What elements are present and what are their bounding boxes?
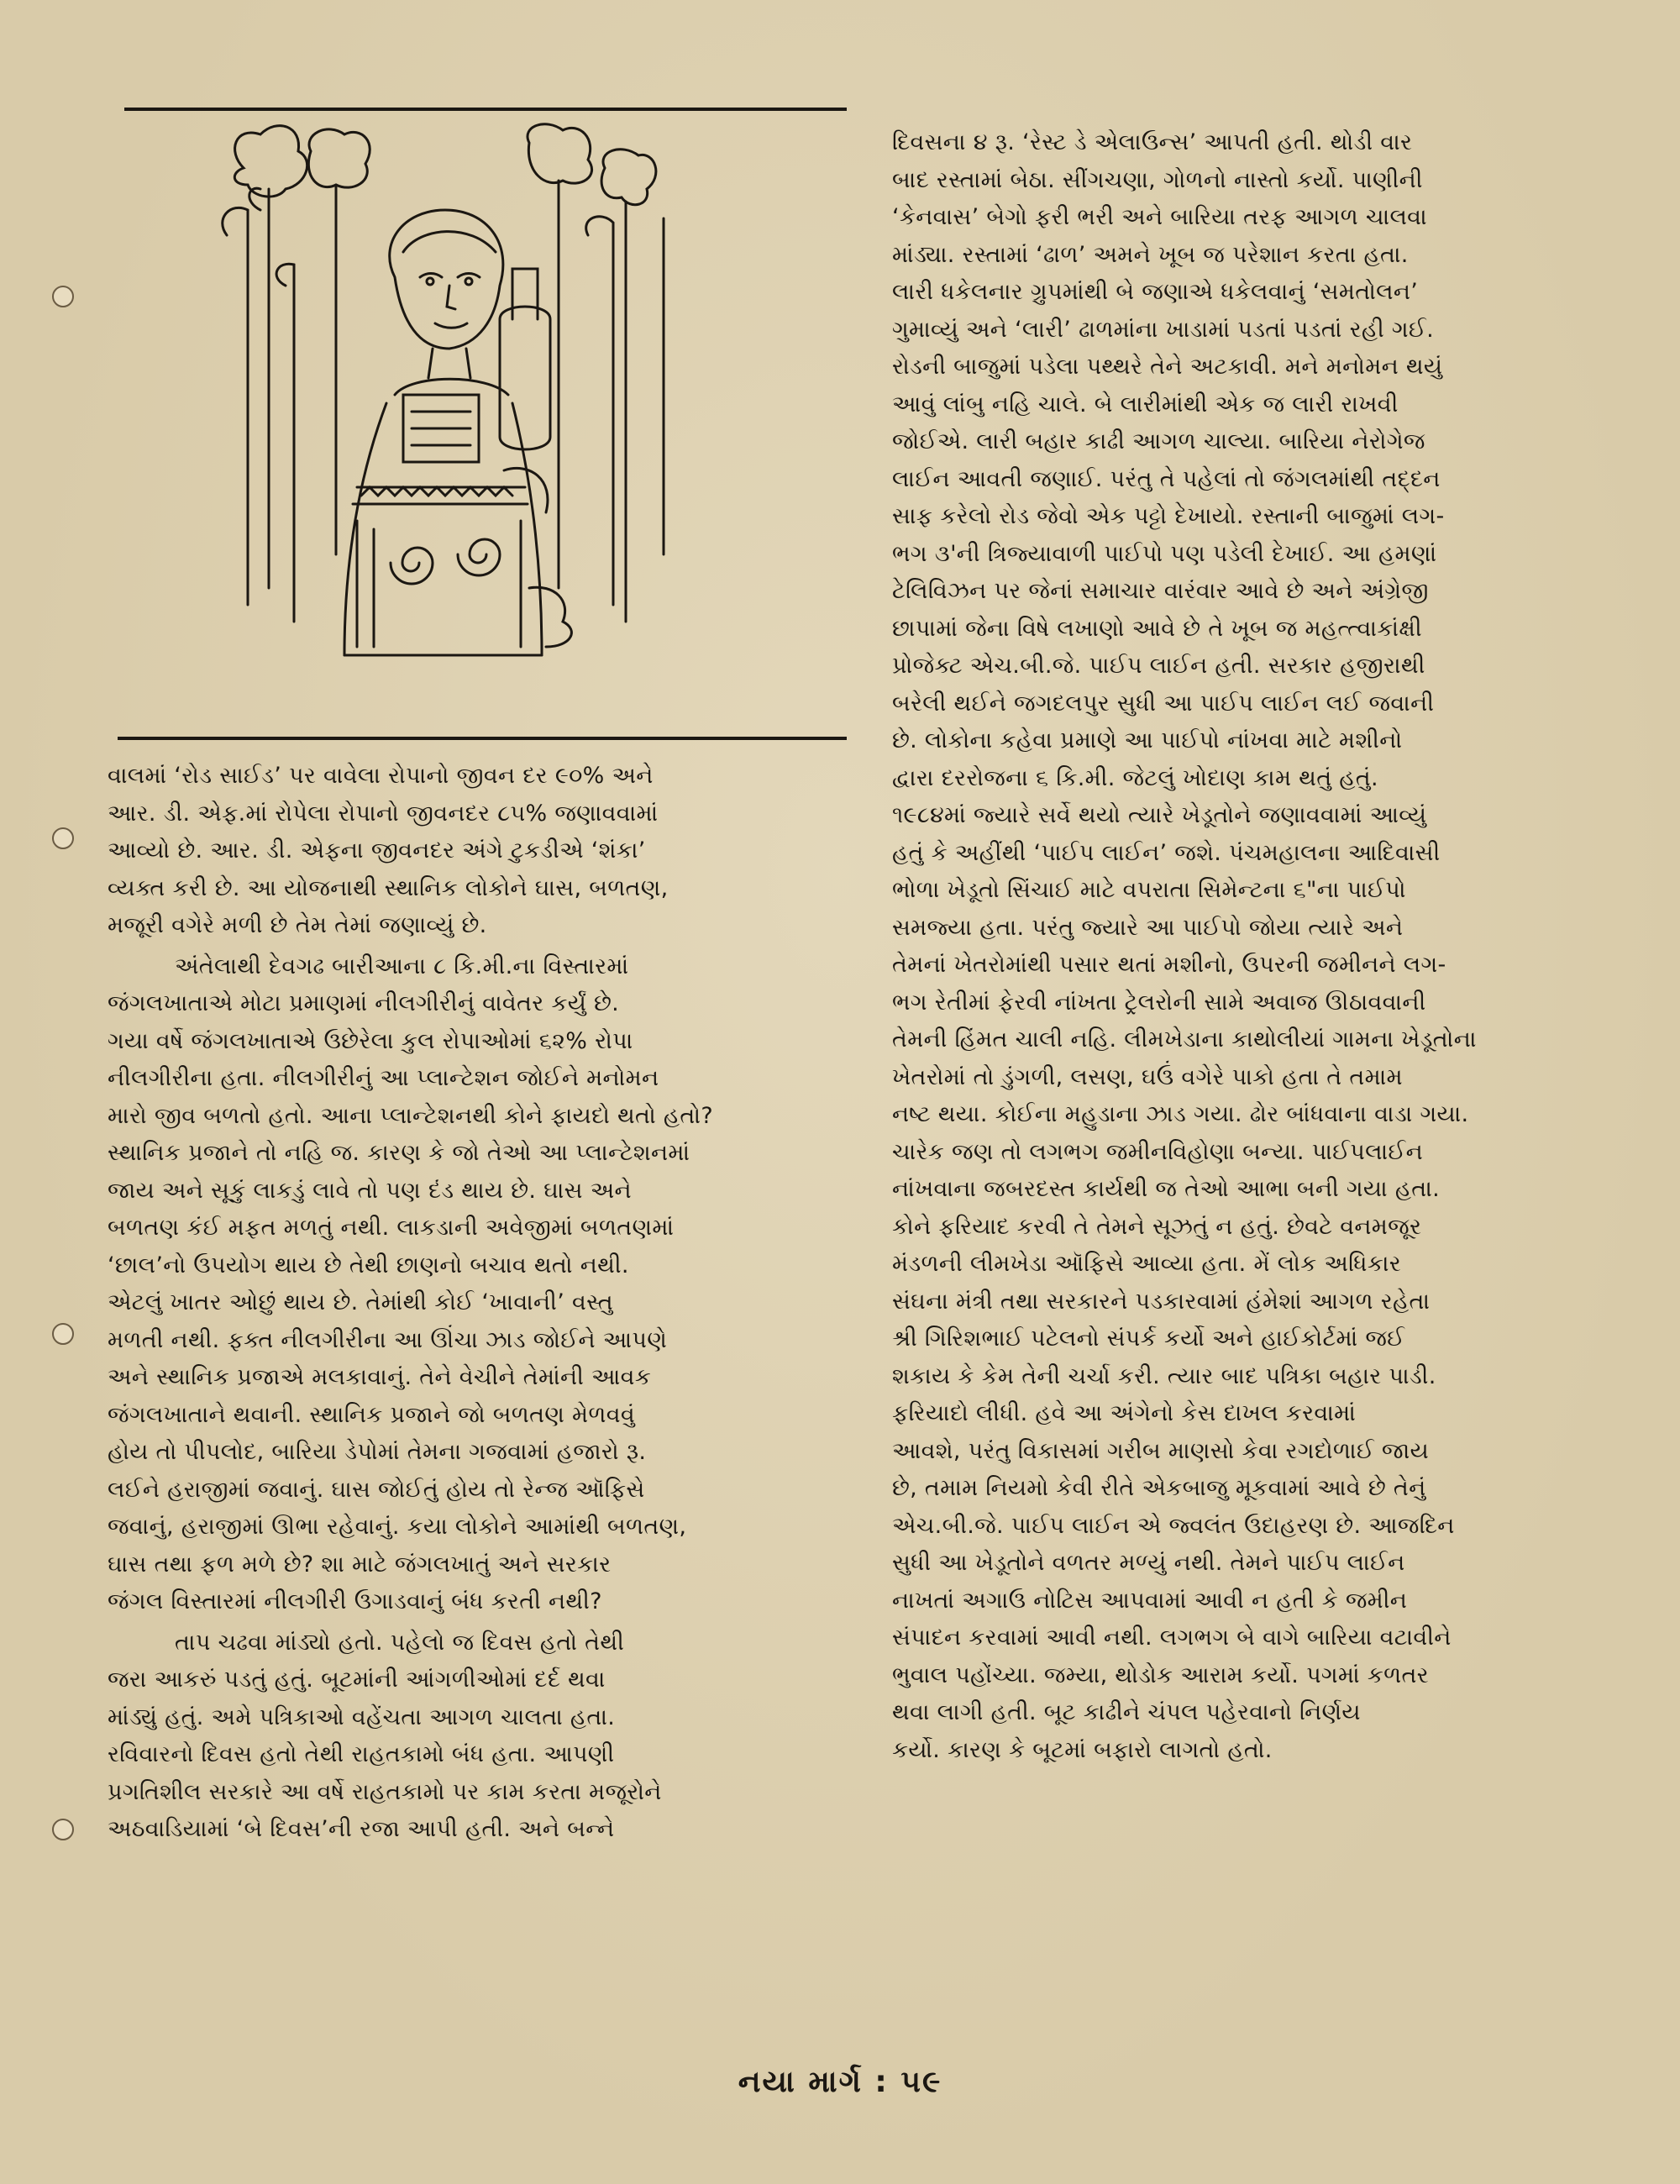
text-line: એટલું ખાતર ઓછું થાય છે. તેમાંથી કોઈ ‘ખાવાની’ વસ્તુ xyxy=(108,1289,613,1315)
text-line: ગયા વર્ષે જંગલખાતાએ ઉછેરેલા કુલ રોપાઓમાં ૬૨% રોપા xyxy=(108,1027,633,1054)
text-line: સ્થાનિક પ્રજાને તો નહિ જ. કારણ કે જો તેઓ આ પ્લાન્ટેશનમાં xyxy=(108,1140,690,1166)
text-line: જંગલખાતાએ મોટા પ્રમાણમાં નીલગીરીનું વાવેતર કર્યું છે. xyxy=(108,990,620,1016)
punch-hole-mark xyxy=(52,1323,74,1345)
text-line: ભોળા ખેડૂતો સિંચાઈ માટે વપરાતા સિમેન્ટના ૬"ના પાઈપો xyxy=(892,877,1406,903)
text-line: નાખતાં અગાઉ નોટિસ આપવામાં આવી ન હતી કે જમીન xyxy=(892,1587,1408,1614)
left-paragraph-3 xyxy=(108,1625,830,1849)
text-line: અઠવાડિયામાં ‘બે દિવસ’ની રજા આપી હતી. અને બન્ને xyxy=(108,1816,615,1842)
text-line: નષ્ટ થયા. કોઈના મહુડાના ઝાડ ગયા. ઢોર બાંધવાના વાડા ગયા. xyxy=(892,1101,1469,1127)
text-line: ભુવાલ પહોંચ્યા. જમ્યા, થોડોક આરામ કર્યો. પગમાં કળતર xyxy=(892,1662,1429,1688)
text-line: આર. ડી. એફ.માં રોપેલા રોપાનો જીવનદર ૮૫% જણાવવામાં xyxy=(108,800,659,827)
text-line: જરા આકરું પડતું હતું. બૂટમાંની આંગળીઓમાં દર્દ થવા xyxy=(108,1667,606,1693)
text-line: બરેલી થઈને જગદલપુર સુધી આ પાઈપ લાઈન લઈ જવાની xyxy=(892,690,1435,717)
text-line: ૧૯૮૪માં જ્યારે સર્વે થયો ત્યારે ખેડૂતોને જણાવવામાં આવ્યું xyxy=(892,802,1427,828)
text-line: સુધી આ ખેડૂતોને વળતર મળ્યું નથી. તેમને પાઈપ લાઈન xyxy=(892,1550,1405,1576)
text-line: લારી ધકેલનાર ગ્રુપમાંથી બે જણાએ ધકેલવાનું ‘સમતોલન’ xyxy=(892,279,1419,305)
text-line: જંગલ વિસ્તારમાં નીલગીરી ઉગાડવાનું બંધ કરતી નથી? xyxy=(108,1588,602,1614)
left-paragraph-1 xyxy=(108,758,830,945)
text-line: અને સ્થાનિક પ્રજાએ મલકાવાનું. તેને વેચીને તેમાંની આવક xyxy=(108,1364,652,1390)
text-line: માંડ્યા. રસ્તામાં ‘ઢાળ’ અમને ખૂબ જ પરેશાન કરતા હતા. xyxy=(892,241,1409,268)
top-rule xyxy=(124,108,847,111)
text-line: મારો જીવ બળતો હતો. આના પ્લાન્ટેશનથી કોને ફાયદો થતો હતો? xyxy=(108,1102,713,1129)
text-line: એચ.બી.જે. પાઈપ લાઈન એ જ્વલંત ઉદાહરણ છે. આજદિન xyxy=(892,1512,1455,1539)
illustration-figure-with-trees xyxy=(210,118,680,706)
text-line: બળતણ કંઈ મફત મળતું નથી. લાકડાની અવેજીમાં બળતણમાં xyxy=(108,1215,675,1241)
left-column xyxy=(108,758,830,1852)
text-line: જવાનું, હરાજીમાં ઊભા રહેવાનું. કયા લોકોને આમાંથી બળતણ, xyxy=(108,1514,687,1540)
text-line: શ્રી ગિરિશભાઈ પટેલનો સંપર્ક કર્યો અને હાઈકોર્ટમાં જઈ xyxy=(892,1326,1405,1352)
text-line: જોઈએ. લારી બહાર કાઢી આગળ ચાલ્યા. બારિયા નેરોગેજ xyxy=(892,428,1425,454)
text-line: આવું લાંબુ નહિ ચાલે. બે લારીમાંથી એક જ લારી રાખવી xyxy=(892,391,1399,417)
text-line: અંતેલાથી દેવગઢ બારીઆના ૮ કિ.મી.ના વિસ્તારમાં xyxy=(175,953,629,979)
text-line: ‘કેનવાસ’ બેગો ફરી ભરી અને બારિયા તરફ આગળ ચાલવા xyxy=(892,204,1427,230)
text-line: લઈને હરાજીમાં જવાનું. ઘાસ જોઈતું હોય તો રેન્જ ઑફિસે xyxy=(108,1476,645,1503)
text-line: હોય તો પીપલોદ, બારિયા ડેપોમાં તેમના ગજવામાં હજારો રૂ. xyxy=(108,1439,647,1465)
text-line: સમજ્યા હતા. પરંતુ જ્યારે આ પાઈપો જોયા ત્યારે અને xyxy=(892,914,1404,941)
text-line: કોને ફરિયાદ કરવી તે તેમને સૂઝતું ન હતું. છેવટે વનમજૂર xyxy=(892,1213,1422,1240)
text-line: સંઘના મંત્રી તથા સરકારને પડકારવામાં હંમેશાં આગળ રહેતા xyxy=(892,1288,1431,1315)
text-line: આવ્યો છે. આર. ડી. એફના જીવનદર અંગે ટુકડીએ ‘શંકા’ xyxy=(108,837,646,864)
text-line: તાપ ચઢવા માંડ્યો હતો. પહેલો જ દિવસ હતો તેથી xyxy=(175,1629,625,1656)
text-line: ભગ ૩'ની ત્રિજ્યાવાળી પાઈપો પણ પડેલી દેખાઈ. આ હમણાં xyxy=(892,540,1437,567)
text-line: તેમની હિંમત ચાલી નહિ. લીમખેડાના કાથોલીયાં ગામના ખેડૂતોના xyxy=(892,1026,1477,1053)
text-line: સાફ કરેલો રોડ જેવો એક પટ્ટો દેખાયો. રસ્તાની બાજુમાં લગ- xyxy=(892,503,1445,529)
text-line: તેમનાં ખેતરોમાંથી પસાર થતાં મશીનો, ઉપરની જમીનને લગ- xyxy=(892,952,1446,978)
text-line: ફરિયાદો લીધી. હવે આ અંગેનો કેસ દાખલ કરવામાં xyxy=(892,1400,1357,1426)
text-line: છે, તમામ નિયમો કેવી રીતે એકબાજુ મૂકવામાં આવે છે તેનું xyxy=(892,1475,1426,1501)
text-line: નાંખવાના જબરદસ્ત કાર્યથી જ તેઓ આભા બની ગયા હતા. xyxy=(892,1176,1441,1202)
text-line: જાય અને સૂકું લાકડું લાવે તો પણ દંડ થાય છે. ઘાસ અને xyxy=(108,1177,632,1204)
left-paragraph-2 xyxy=(108,948,830,1621)
text-line: લાઈન આવતી જણાઈ. પરંતુ તે પહેલાં તો જંગલમાંથી તદ્દન xyxy=(892,465,1441,492)
text-line: છાપામાં જેના વિષે લખાણો આવે છે તે ખૂબ જ મહત્ત્વાકાંક્ષી xyxy=(892,615,1422,642)
text-line: કર્યો. કારણ કે બૂટમાં બફારો લાગતો હતો. xyxy=(892,1736,1273,1763)
text-line: માંડ્યું હતું. અમે પત્રિકાઓ વહેંચતા આગળ ચાલતા હતા. xyxy=(108,1704,616,1730)
punch-hole-mark xyxy=(52,827,74,849)
text-line: મજૂરી વગેરે મળી છે તેમ તેમાં જણાવ્યું છે. xyxy=(108,912,487,938)
punch-hole-mark xyxy=(52,286,74,307)
text-line: રવિવારનો દિવસ હતો તેથી રાહતકામો બંધ હતા. આપણી xyxy=(108,1741,615,1767)
text-line: પ્રોજેક્ટ એચ.બી.જે. પાઈપ લાઈન હતી. સરકાર હજીરાથી xyxy=(892,653,1425,679)
bottom-rule xyxy=(118,737,847,740)
text-line: ટેલિવિઝન પર જેનાં સમાચાર વારંવાર આવે છે અને અંગ્રેજી xyxy=(892,578,1429,604)
text-line: દિવસના ૪ રૂ. ‘રેસ્ટ ડે એલાઉન્સ’ આપતી હતી. થોડી વાર xyxy=(892,129,1413,155)
text-line: દ્વારા દરરોજના ૬ કિ.મી. જેટલું ખોદાણ કામ થતું હતું. xyxy=(892,764,1378,791)
text-line: સંપાદન કરવામાં આવી નથી. લગભગ બે વાગે બારિયા વટાવીને xyxy=(892,1625,1452,1651)
punch-hole-mark xyxy=(52,1819,74,1840)
text-line: હતું કે અહીંથી ‘પાઈપ લાઈન’ જશે. પંચમહાલના આદિવાસી xyxy=(892,839,1441,866)
page-footer: નયા માર્ગ : ૫૯ xyxy=(738,2065,942,2099)
right-column xyxy=(892,124,1619,1772)
text-line: પ્રગતિશીલ સરકારે આ વર્ષે રાહતકામો પર કામ કરતા મજૂરોને xyxy=(108,1778,662,1805)
text-line: ઘાસ તથા ફળ મળે છે? શા માટે જંગલખાતું અને સરકાર xyxy=(108,1551,612,1578)
text-line: થવા લાગી હતી. બૂટ કાઢીને ચંપલ પહેરવાનો નિર્ણય xyxy=(892,1699,1361,1725)
text-line: ‘છાલ’નો ઉપયોગ થાય છે તેથી છાણનો બચાવ થતો નથી. xyxy=(108,1252,629,1278)
text-line: બાદ રસ્તામાં બેઠા. સીંગચણા, ગોળનો નાસ્તો કર્યો. પાણીની xyxy=(892,166,1423,193)
text-line: છે. લોકોના કહેવા પ્રમાણે આ પાઈપો નાંખવા માટે મશીનો xyxy=(892,727,1403,753)
text-line: ગુમાવ્યું અને ‘લારી’ ઢાળમાંના ખાડામાં પડતાં પડતાં રહી ગઈ. xyxy=(892,316,1434,343)
text-line: વ્યક્ત કરી છે. આ યોજનાથી સ્થાનિક લોકોને ઘાસ, બળતણ, xyxy=(108,874,669,901)
text-line: શકાય કે કેમ તેની ચર્ચા કરી. ત્યાર બાદ પત્રિકા બહાર પાડી. xyxy=(892,1362,1436,1389)
text-line: નીલગીરીના હતા. નીલગીરીનું આ પ્લાન્ટેશન જોઈને મનોમન xyxy=(108,1065,659,1091)
text-line: ચારેક જણ તો લગભગ જમીનવિહોણા બન્યા. પાઈપલાઈન xyxy=(892,1138,1423,1165)
text-line: ભગ રેતીમાં ફેરવી નાંખતા ટ્રેલરોની સામે અવાજ ઊઠાવવાની xyxy=(892,989,1426,1016)
text-line: જંગલખાતાને થવાની. સ્થાનિક પ્રજાને જો બળતણ મેળવવું xyxy=(108,1401,635,1428)
text-line: મંડળની લીમખેડા ઑફિસે આવ્યા હતા. મેં લોક અધિકાર xyxy=(892,1251,1402,1277)
text-line: ખેતરોમાં તો ડુંગળી, લસણ, ઘઉં વગેરે પાકો હતા તે તમામ xyxy=(892,1063,1403,1090)
text-line: મળતી નથી. ફક્ત નીલગીરીના આ ઊંચા ઝાડ જોઈને આપણે xyxy=(108,1326,668,1353)
text-line: આવશે, પરંતુ વિકાસમાં ગરીબ માણસો કેવા રગદોળાઈ જાય xyxy=(892,1437,1429,1464)
text-line: રોડની બાજુમાં પડેલા પથ્થરે તેને અટકાવી. મને મનોમન થયું xyxy=(892,354,1443,380)
text-line: વાલમાં ‘રોડ સાઈડ’ પર વાવેલા રોપાનો જીવન દર ૯૦% અને xyxy=(108,763,654,789)
right-paragraph-1 xyxy=(892,124,1619,1769)
